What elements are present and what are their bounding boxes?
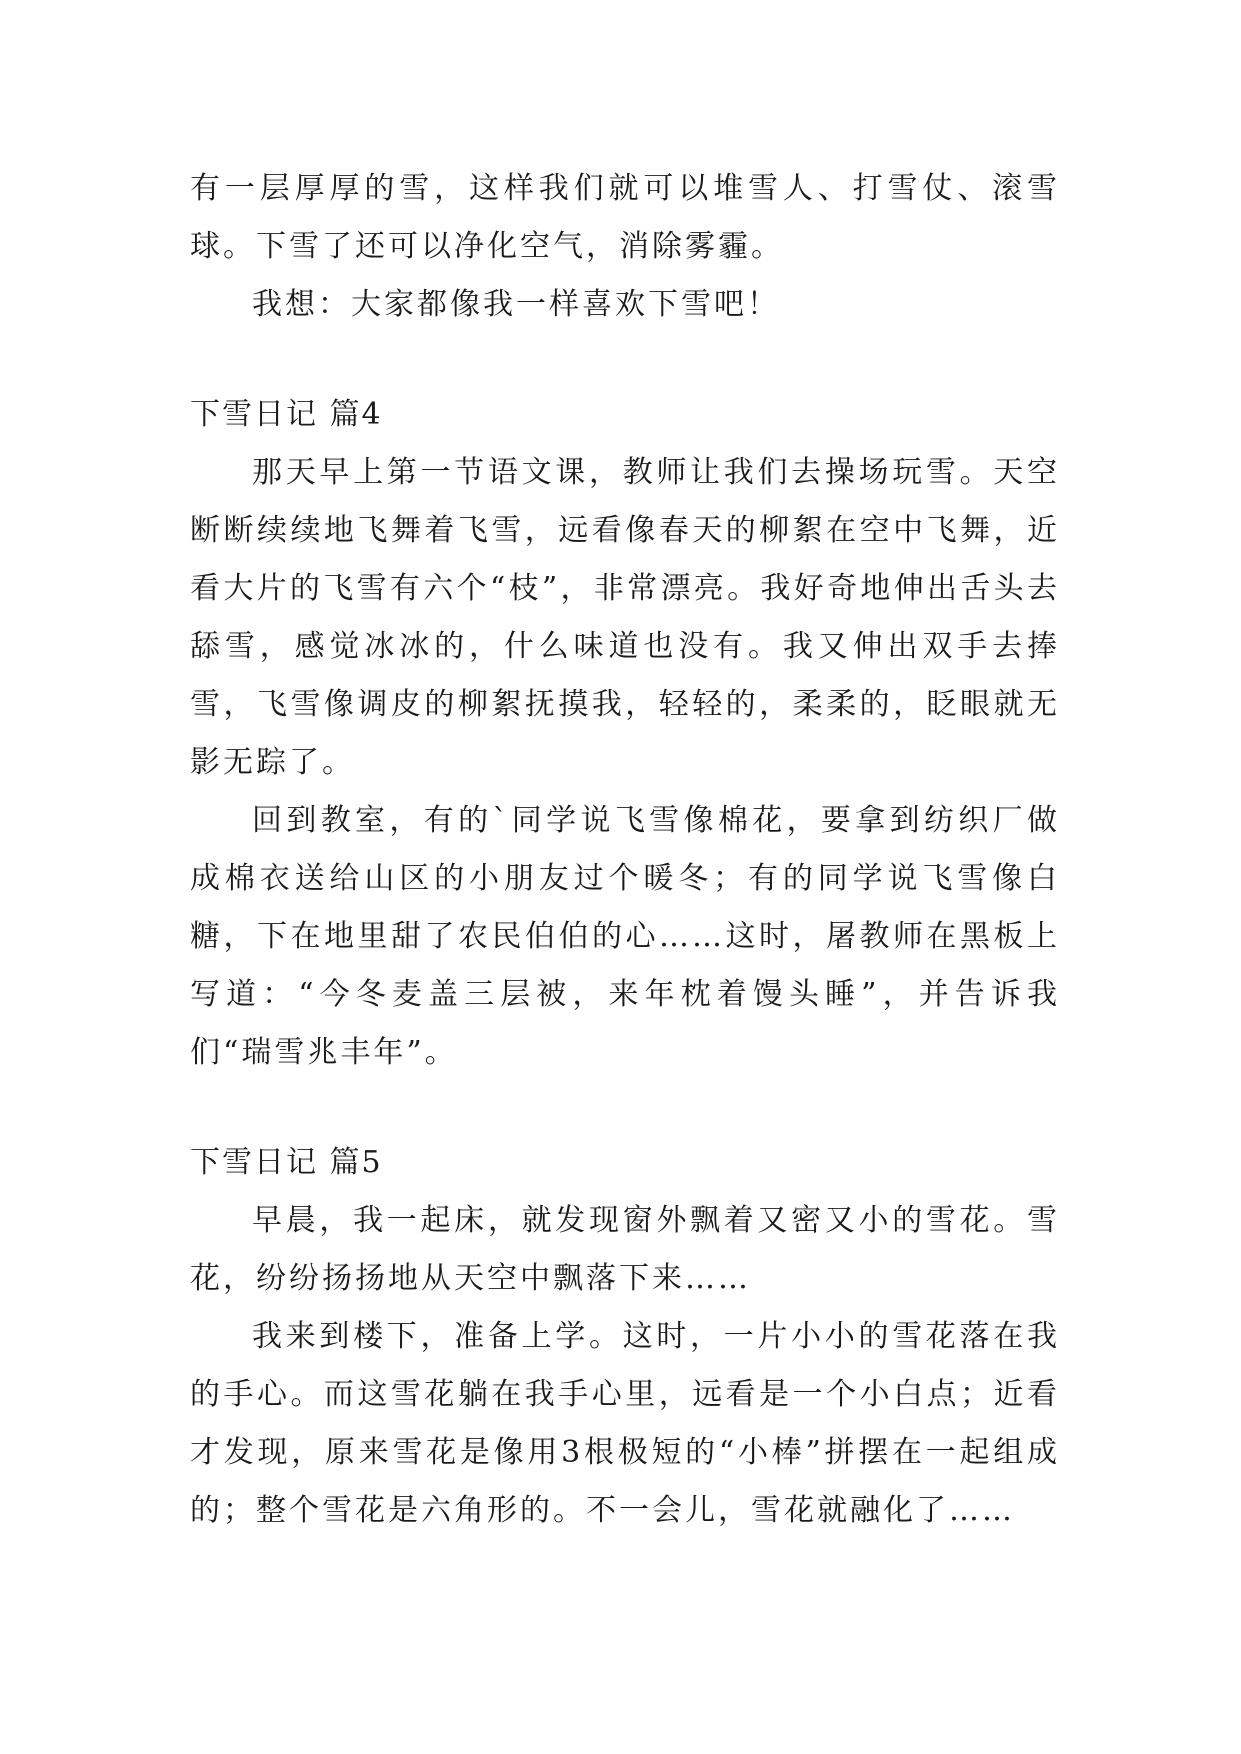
paragraph-morning: 早晨，我一起床，就发现窗外飘着又密又小的雪花。雪花，纷纷扬扬地从天空中飘落下来…… bbox=[190, 1203, 1060, 1296]
paragraph-snowflake: 我来到楼下，准备上学。这时，一片小小的雪花落在我的手心。而这雪花躺在我手心里，远看是一个小白点；近看才发现，原来雪花是像用3根极短的“小棒”拼摆在一起组成的；整个雪花是六角形的。不一会儿，雪花就融化了…… bbox=[190, 1319, 1060, 1528]
section-gap bbox=[190, 1082, 1060, 1134]
paragraph-continuation: 有一层厚厚的雪，这样我们就可以堆雪人、打雪仗、滚雪球。下雪了还可以净化空气，消除雾霾。 bbox=[190, 171, 1060, 264]
paragraph-playing-snow: 那天早上第一节语文课，教师让我们去操场玩雪。天空断断续续地飞舞着飞雪，远看像春天的柳絮在空中飞舞，近看大片的飞雪有六个“枝”，非常漂亮。我好奇地伸出舌头去舔雪，感觉冰冰的，什么味道也没有。我又伸出双手去捧雪，飞雪像调皮的柳絮抚摸我，轻轻的，柔柔的，眨眼就无影无踪了。 bbox=[190, 455, 1060, 780]
section-heading-4: 下雪日记 篇4 bbox=[190, 397, 383, 432]
document-page bbox=[190, 160, 1060, 1540]
paragraph-classroom: 回到教室，有的`同学说飞雪像棉花，要拿到纺织厂做成棉衣送给山区的小朋友过个暖冬；有的同学说飞雪像白糖，下在地里甜了农民伯伯的心……这时，屠教师在黑板上写道：“今冬麦盖三层被，来年枕着馒头睡”，并告诉我们“瑞雪兆丰年”。 bbox=[190, 803, 1060, 1070]
section-heading-5: 下雪日记 篇5 bbox=[190, 1145, 383, 1180]
section-gap bbox=[190, 334, 1060, 386]
paragraph-wish: 我想：大家都像我一样喜欢下雪吧！ bbox=[252, 287, 780, 322]
